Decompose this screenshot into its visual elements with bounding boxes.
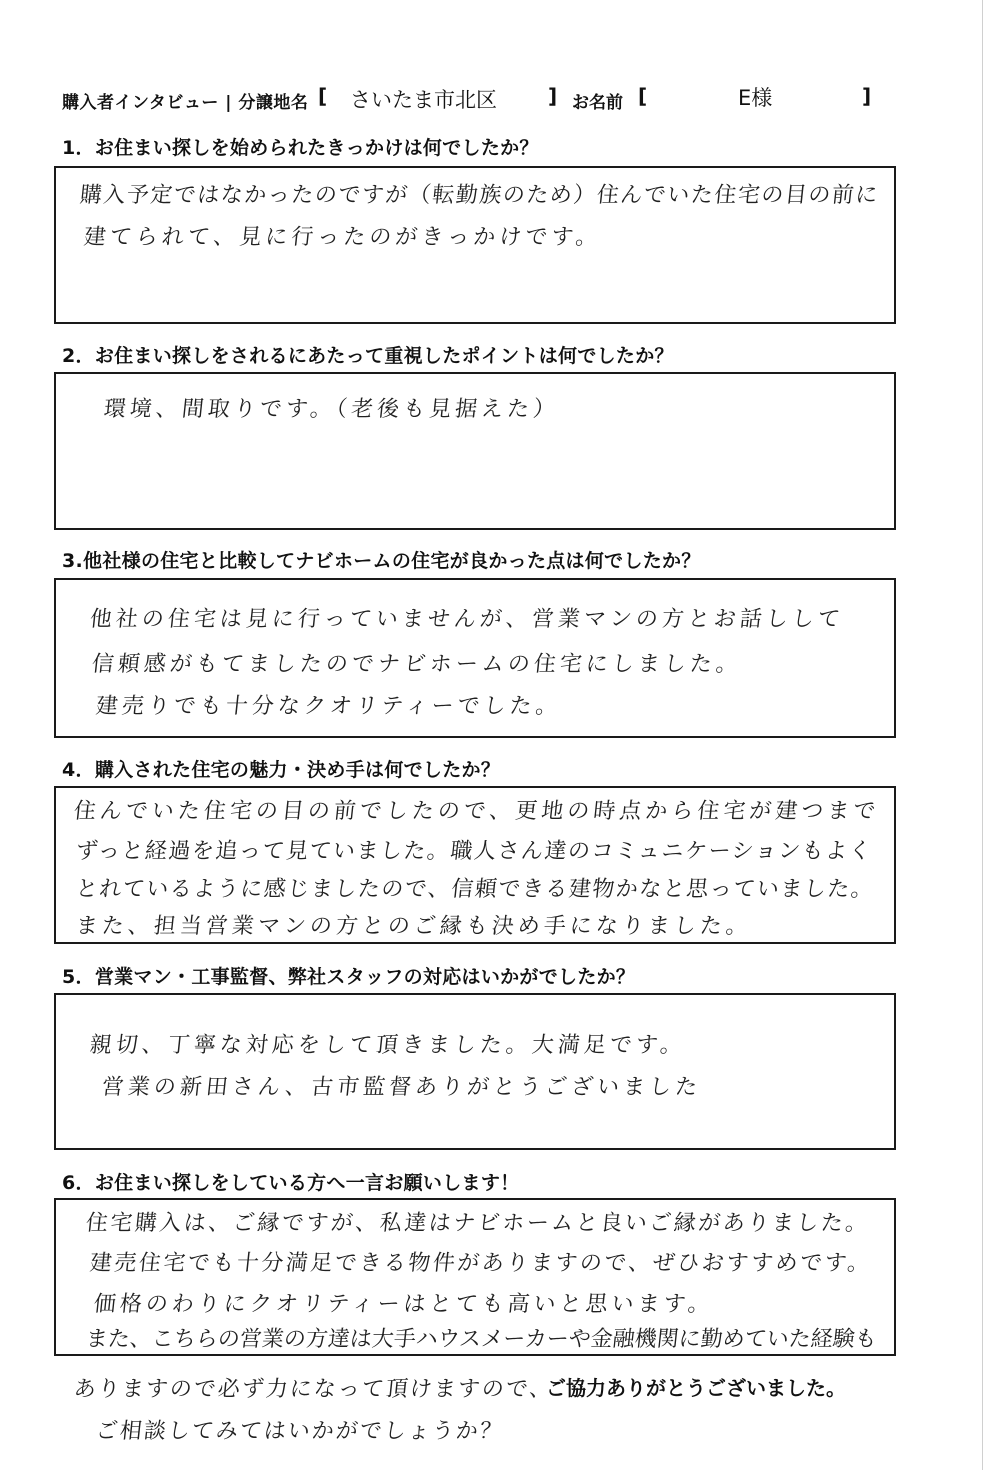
question-6-title: 6．お住まい探しをしている方へ一言お願いします！ [62, 1172, 520, 1194]
answer-3-line-1: 他社の住宅は見に行っていませんが、営業マンの方とお話しして [88, 607, 846, 632]
answer-6-line-6: ご相談してみてはいかがでしょうか？ [94, 1419, 506, 1444]
name-bracket-open: [ [638, 84, 648, 108]
name-label: お名前 [572, 93, 623, 113]
answer-4-line-1: 住んでいた住宅の目の前でしたので、更地の時点から住宅が建つまで [72, 799, 881, 824]
answer-2-line-1: 環境、間取りです。（老後も見据えた） [102, 397, 561, 422]
question-1-title: 1．お住まい探しを始められたきっかけは何でしたか？ [62, 137, 539, 159]
answer-6-line-3: 価格のわりにクオリティーはとても高いと思います。 [92, 1292, 716, 1317]
question-4-title: 4．購入された住宅の魅力・決め手は何でしたか？ [62, 759, 501, 781]
closing-thanks: ご協力ありがとうございました。 [546, 1376, 846, 1400]
answer-3-line-2: 信頼感がもてましたのでナビホームの住宅にしました。 [90, 652, 744, 677]
answer-4-line-3: とれているように感じましたので、信頼できる建物かなと思っていました。 [74, 877, 876, 902]
question-2-title: 2．お住まい探しをされるにあたって重視したポイントは何でしたか？ [62, 345, 674, 367]
answer-5-line-2: 営業の新田さん、古市監督ありがとうございました [100, 1075, 703, 1100]
answer-6-line-4: また、こちらの営業の方達は大手ハウスメーカーや金融機関に勤めていた経験も [84, 1327, 879, 1352]
answer-3-line-3: 建売りでも十分なクオリティーでした。 [94, 694, 563, 719]
answer-1-line-2: 建てられて、見に行ったのがきっかけです。 [82, 225, 603, 250]
page-edge-line [982, 0, 983, 1470]
answer-4-line-4: また、担当営業マンの方とのご縁も決め手になりました。 [74, 914, 754, 939]
name-bracket-close: ] [862, 84, 872, 108]
question-3-title: 3.他社様の住宅と比較してナビホームの住宅が良かった点は何でしたか？ [62, 550, 701, 572]
answer-5-line-1: 親切、丁寧な対応をして頂きました。大満足です。 [88, 1033, 688, 1058]
answer-1-line-1: 購入予定ではなかったのですが（転勤族のため）住んでいた住宅の目の前に [78, 183, 881, 208]
area-bracket-close: ] [548, 84, 558, 108]
answer-6-line-5: ありますので必ず力になって頂けますので、 [72, 1377, 555, 1402]
customer-name: E様 [738, 86, 773, 110]
area-bracket-open: [ [318, 84, 328, 108]
answer-4-line-2: ずっと経過を追って見ていました。職人さん達のコミュニケーションもよく [74, 839, 874, 864]
question-5-title: 5．営業マン・工事監督、弊社スタッフの対応はいかがでしたか？ [62, 966, 636, 988]
subdivision-name: さいたま市北区 [350, 88, 497, 112]
answer-6-line-1: 住宅購入は、ご縁ですが、私達はナビホームと良いご縁がありました。 [84, 1211, 872, 1236]
answer-6-line-2: 建売住宅でも十分満足できる物件がありますので、ぜひおすすめです。 [88, 1251, 874, 1276]
interview-header-label: 購入者インタビュー | 分譲地名 [62, 93, 309, 113]
